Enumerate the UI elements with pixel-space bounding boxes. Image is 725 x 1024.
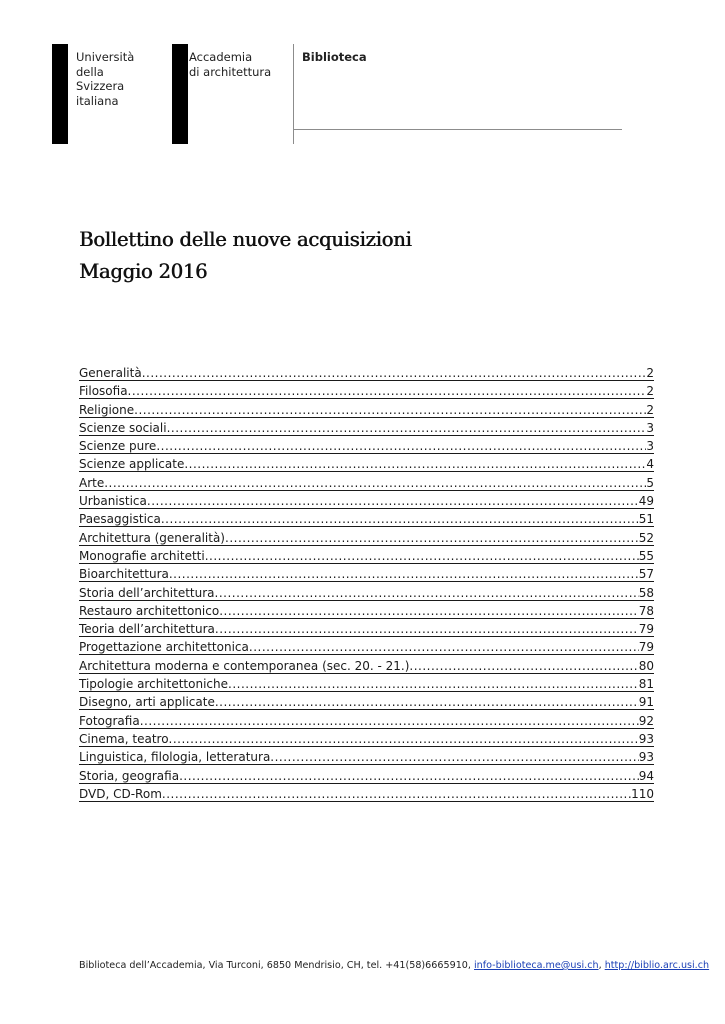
footer-separator: , (598, 960, 602, 971)
toc-dot-leader (167, 422, 647, 436)
toc-dot-leader (128, 385, 647, 399)
toc-entry[interactable] (79, 678, 654, 696)
toc-entry[interactable] (79, 495, 654, 513)
toc-entry-label: DVD, CD-Rom (79, 786, 162, 801)
toc-entry-page: 3 (646, 439, 654, 454)
toc-entry-label: Scienze applicate (79, 457, 185, 472)
toc-entry[interactable] (79, 367, 654, 385)
toc-entry-label: Paesaggistica (79, 512, 161, 527)
toc-entry-label: Urbanistica (79, 494, 147, 509)
academy-logo-bar (172, 44, 188, 144)
toc-entry[interactable] (79, 660, 654, 678)
toc-entry-label: Linguistica, filologia, letteratura (79, 750, 271, 765)
toc-entry-page: 78 (638, 603, 654, 618)
toc-entry-label: Scienze sociali (79, 420, 167, 435)
academy-name (189, 50, 271, 79)
toc-dot-leader (249, 641, 639, 655)
academy-name-line: di architettura (189, 64, 272, 79)
toc-entry-label: Arte (79, 475, 105, 490)
toc-entry[interactable] (79, 733, 654, 751)
footer (79, 960, 710, 971)
toc-entry-label: Teoria dell’architettura (79, 622, 215, 637)
toc-entry-label: Filosofia (79, 384, 128, 399)
toc-dot-leader (215, 623, 639, 637)
toc-entry-label: Scienze pure (79, 439, 157, 454)
toc-entry-label: Architettura (generalità) (79, 530, 225, 545)
toc-entry-label: Architettura moderna e contemporanea (sec. 20. - 21.) (79, 658, 410, 673)
academy-name-line: Accademia (189, 50, 253, 64)
toc-entry-label: Fotografia (79, 713, 140, 728)
toc-dot-leader (225, 532, 639, 546)
toc-entry-page: 57 (638, 567, 654, 582)
toc-entry-page: 81 (638, 677, 654, 692)
university-name-line: della (76, 64, 104, 79)
toc-dot-leader (140, 715, 639, 729)
toc-entry-page: 94 (638, 768, 654, 783)
toc-dot-leader (169, 568, 639, 582)
toc-entry-page: 93 (638, 731, 654, 746)
toc-dot-leader (169, 733, 639, 747)
toc-entry-page: 2 (646, 384, 654, 399)
university-name (76, 50, 134, 108)
toc-entry-page: 79 (638, 622, 654, 637)
toc-dot-leader (162, 788, 631, 802)
toc-entry[interactable] (79, 532, 654, 550)
toc-entry[interactable] (79, 715, 654, 733)
toc-entry-label: Disegno, arti applicate (79, 695, 215, 710)
toc-entry-label: Storia, geografia (79, 768, 180, 783)
table-of-contents (79, 367, 654, 806)
toc-entry-page: 4 (646, 457, 654, 472)
toc-entry-page: 52 (638, 530, 654, 545)
toc-entry-page: 49 (638, 494, 654, 509)
toc-entry[interactable] (79, 605, 654, 623)
toc-entry-label: Tipologie architettoniche (79, 677, 229, 692)
toc-entry-label: Cinema, teatro (79, 731, 169, 746)
toc-entry[interactable] (79, 422, 654, 440)
toc-entry-page: 3 (646, 420, 654, 435)
toc-entry-page: 91 (638, 695, 654, 710)
toc-dot-leader (205, 550, 639, 564)
toc-dot-leader (270, 751, 638, 765)
toc-entry[interactable] (79, 513, 654, 531)
toc-entry-label: Progettazione architettonica (79, 640, 249, 655)
toc-dot-leader (156, 440, 646, 454)
toc-entry-page: 5 (646, 475, 654, 490)
toc-entry-page: 110 (631, 786, 654, 801)
toc-entry[interactable] (79, 477, 654, 495)
footer-website-link[interactable]: http://biblio.arc.usi.ch (604, 960, 710, 971)
toc-entry[interactable] (79, 770, 654, 788)
toc-entry-page: 93 (638, 750, 654, 765)
toc-entry[interactable] (79, 550, 654, 568)
toc-entry-label: Storia dell’architettura (79, 585, 215, 600)
toc-entry[interactable] (79, 440, 654, 458)
library-name: Biblioteca (302, 50, 367, 64)
toc-dot-leader (228, 678, 639, 692)
toc-entry[interactable] (79, 458, 654, 476)
toc-dot-leader (161, 513, 639, 527)
toc-entry-page: 79 (638, 640, 654, 655)
toc-dot-leader (142, 367, 647, 381)
document-title: Bollettino delle nuove acquisizioni (79, 228, 412, 251)
toc-entry[interactable] (79, 404, 654, 422)
footer-email-link[interactable]: info-biblioteca.me@usi.ch (474, 960, 599, 971)
toc-dot-leader (147, 495, 639, 509)
university-name-line: Università (76, 50, 135, 64)
university-name-line: Svizzera (76, 79, 125, 93)
toc-entry[interactable] (79, 587, 654, 605)
header-rule (293, 129, 622, 130)
toc-entry[interactable] (79, 641, 654, 659)
toc-dot-leader (409, 660, 638, 674)
footer-address: Biblioteca dell’Accademia, Via Turconi, 6850 Mendrisio, CH, tel. +41(58)6665910, (79, 960, 471, 971)
toc-entry-page: 58 (638, 585, 654, 600)
toc-entry-page: 55 (638, 548, 654, 563)
toc-entry[interactable] (79, 623, 654, 641)
toc-dot-leader (179, 770, 639, 784)
toc-entry[interactable] (79, 751, 654, 769)
toc-entry-label: Generalità (79, 366, 142, 380)
toc-entry-label: Bioarchitettura (79, 567, 169, 582)
toc-entry[interactable] (79, 385, 654, 403)
toc-entry[interactable] (79, 696, 654, 714)
toc-dot-leader (104, 477, 646, 491)
toc-entry-page: 2 (646, 366, 654, 380)
toc-entry-page: 92 (638, 713, 654, 728)
toc-dot-leader (215, 587, 639, 601)
toc-dot-leader (134, 404, 646, 418)
toc-entry[interactable] (79, 568, 654, 586)
toc-entry-page: 2 (646, 402, 654, 417)
toc-dot-leader (184, 458, 646, 472)
toc-entry-label: Religione (79, 402, 135, 417)
toc-entry-page: 80 (638, 658, 654, 673)
usi-logo-bar (52, 44, 68, 144)
university-name-line: italiana (76, 93, 119, 108)
toc-dot-leader (215, 696, 639, 710)
toc-entry[interactable] (79, 788, 654, 806)
toc-entry-label: Monografie architetti (79, 548, 205, 563)
toc-entry-page: 51 (638, 512, 654, 527)
document-subtitle-date: Maggio 2016 (79, 260, 208, 283)
toc-dot-leader (219, 605, 639, 619)
toc-entry-label: Restauro architettonico (79, 603, 220, 618)
